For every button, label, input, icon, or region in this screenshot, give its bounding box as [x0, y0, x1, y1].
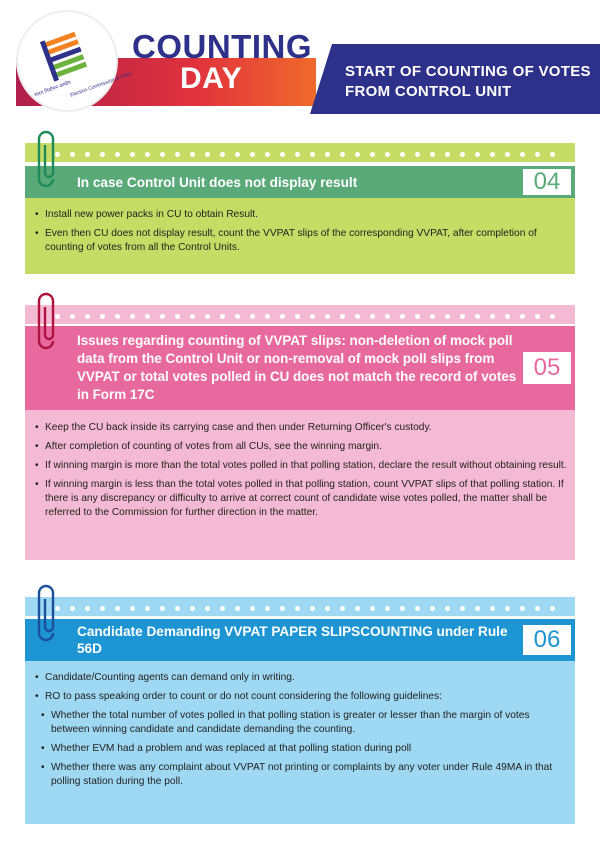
list-item-sub: • Whether EVM had a problem and was replaced at that polling station during poll [41, 742, 567, 756]
section-04-title-bar [25, 166, 575, 198]
list-item: • Keep the CU back inside its carrying case and then under Returning Officer's custody. [35, 421, 567, 435]
paperclip-icon [33, 583, 59, 643]
section-05-title: Issues regarding counting of VVPAT slips: non-deletion of mock poll data from the Control Unit or non-removal of mock poll slips from VVPAT or total votes polled in CU does not match the record of votes in Form 17C [77, 333, 517, 402]
list-item: • Install new power packs in CU to obtain Result. [35, 208, 567, 222]
svg-text:भारत निर्वाचन आयोग: भारत निर्वाचन आयोग [33, 79, 72, 99]
page-title: COUNTING [132, 28, 312, 65]
header [0, 0, 600, 135]
paperclip-icon [33, 291, 59, 351]
list-item: • After completion of counting of votes from all CUs, see the winning margin. [35, 440, 567, 454]
election-commission-logo-icon [18, 12, 133, 110]
list-item: • If winning margin is less than the total votes polled in that polling station, count VVPAT slips of that polling station. If there is any discrepancy or difficulty to arrive at correct count of candidate wise votes polled, the matter shall be referred to the Commission for further direction in the matter. [35, 478, 567, 520]
list-item: • Candidate/Counting agents can demand only in writing. [35, 671, 567, 685]
section-04-body [25, 198, 575, 274]
svg-text:Election Commission of India: Election Commission of India [69, 70, 133, 99]
page-title-day: DAY [180, 62, 243, 95]
list-item-sub: • Whether the total number of votes polled in that polling station is greater or lesser than the margin of votes between winning candidate and candidate demanding the counting. [41, 709, 567, 737]
section-04 [25, 143, 575, 274]
list-item: • Even then CU does not display result, count the VVPAT slips of the corresponding VVPAT, after completion of counting of votes from all the Control Units. [35, 227, 567, 255]
list-item-sub: • Whether there was any complaint about VVPAT not printing or complaints by any voter under Rule 49MA in that polling station during the poll. [41, 761, 567, 789]
section-06 [25, 597, 575, 824]
paperclip-icon [33, 129, 59, 189]
section-06-title: Candidate Demanding VVPAT PAPER SLIPSCOUNTING under Rule 56D [77, 624, 508, 656]
section-04-title: In case Control Unit does not display result [77, 175, 358, 190]
header-subtitle: START OF COUNTING OF VOTES FROM CONTROL UNIT [345, 63, 591, 100]
section-05-body [25, 410, 575, 560]
section-06-title-bar [25, 619, 575, 661]
section-05 [25, 305, 575, 560]
section-05-title-bar [25, 326, 575, 410]
section-04-number: 04 [523, 169, 571, 195]
section-05-number: 05 [523, 352, 571, 384]
section-06-body [25, 661, 575, 824]
section-06-number: 06 [523, 625, 571, 655]
list-item: • RO to pass speaking order to count or do not count considering the following guidelines: [35, 690, 567, 704]
list-item: • If winning margin is more than the total votes polled in that polling station, declare the result without obtaining result. [35, 459, 567, 473]
